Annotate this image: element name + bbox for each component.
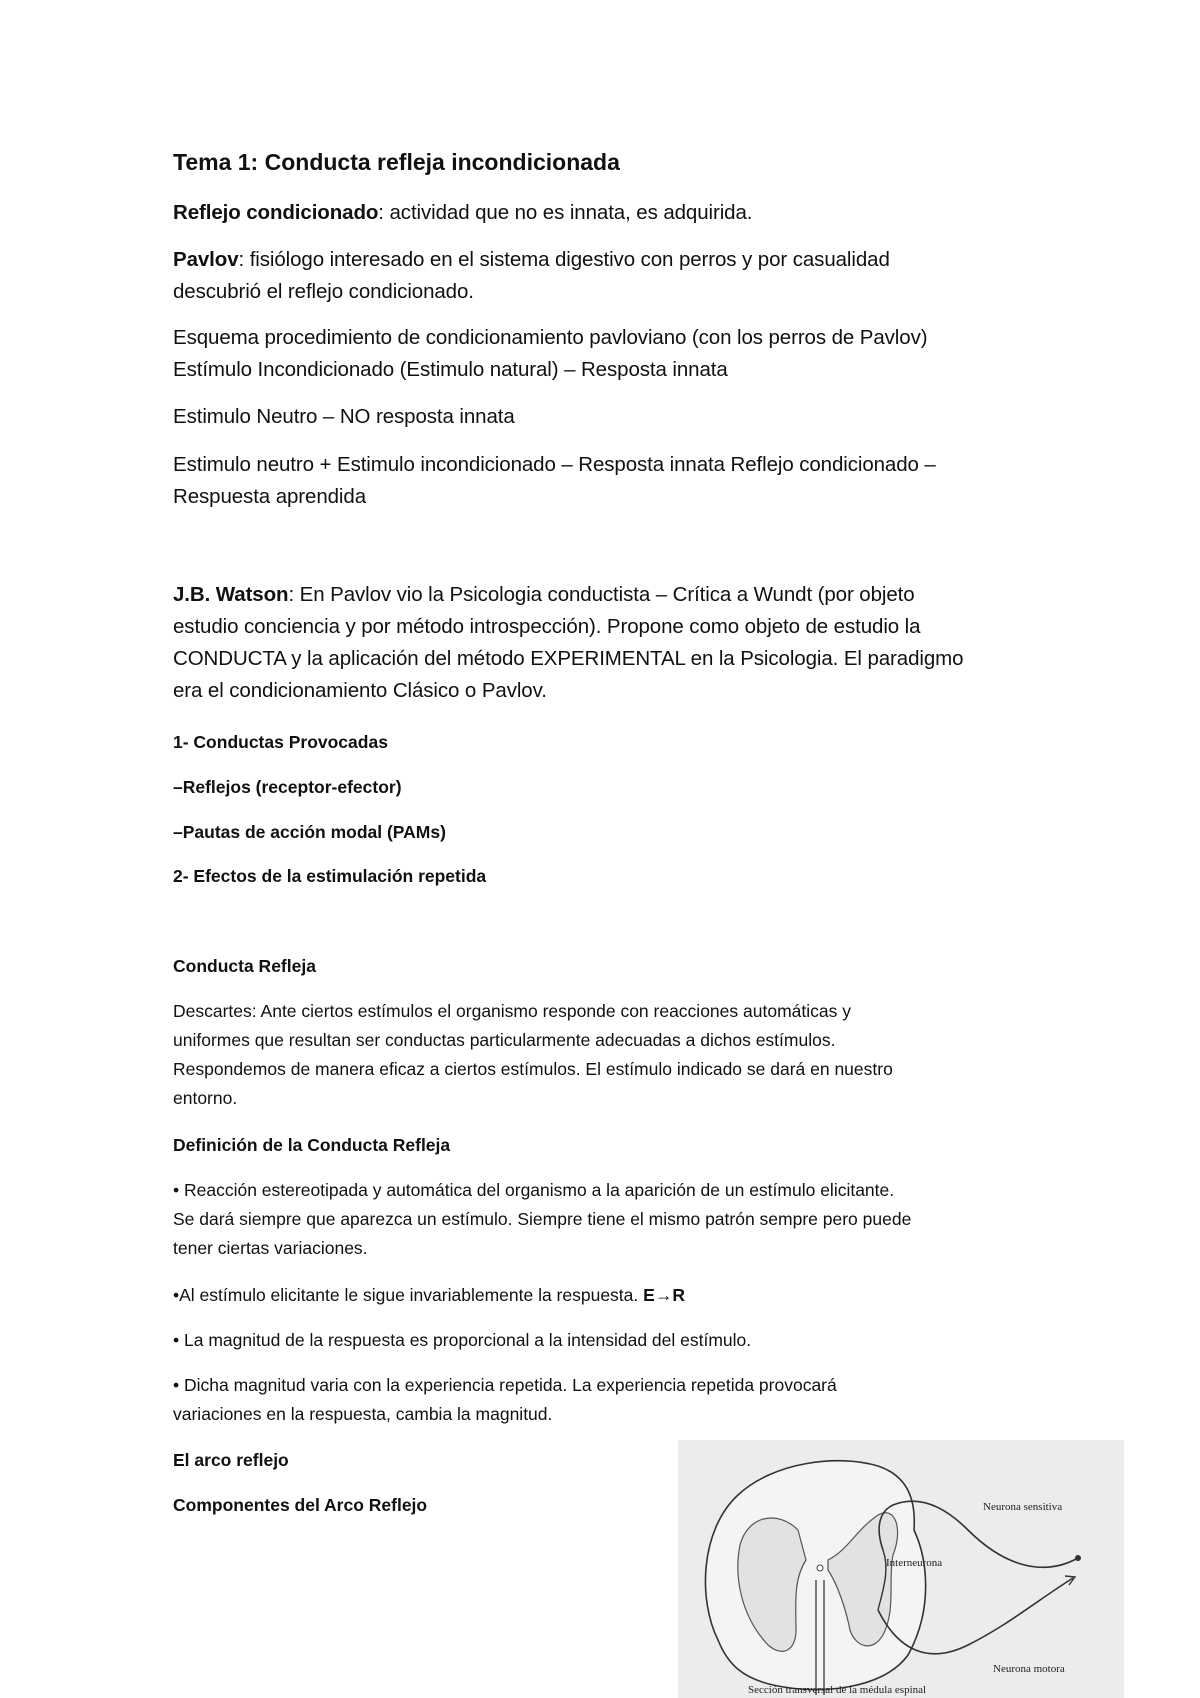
bullet1-line3: tener ciertas variaciones. [173, 1238, 368, 1258]
watson-line2: estudio conciencia y por método introspección). Propone como objeto de estudio la [173, 615, 921, 638]
sensory-neuron-end [1075, 1555, 1081, 1561]
central-canal [817, 1565, 823, 1571]
heading-arco-reflejo: El arco reflejo [173, 1450, 289, 1470]
bullet2-text: •Al estímulo elicitante le sigue invariablemente la respuesta. [173, 1285, 644, 1305]
label-motora: Neurona motora [993, 1663, 1065, 1675]
watson-line1: : En Pavlov vio la Psicologia conductista – Crítica a Wundt (por objeto [288, 583, 915, 606]
watson-line4: era el condicionamiento Clásico o Pavlov. [173, 679, 547, 702]
bullet-item [173, 1371, 837, 1429]
heading-componentes: Componentes del Arco Reflejo [173, 1495, 428, 1515]
er-r: R [672, 1285, 685, 1305]
combo-line2: Respuesta aprendida [173, 485, 366, 508]
paragraph-estimulo-combo [173, 449, 936, 513]
bullet-item [173, 1281, 685, 1310]
term-pavlov: Pavlov [173, 248, 239, 271]
er-e: E [643, 1285, 655, 1305]
pavlov-text-line1: : fisiólogo interesado en el sistema digestivo con perros y por casualidad [238, 248, 890, 271]
descartes-line1: Descartes: Ante ciertos estímulos el organismo responde con reacciones automáticas y [173, 1001, 851, 1021]
bullet1-line2: Se dará siempre que aparezca un estímulo. Siempre tiene el mismo patrón sempre pero puede [173, 1209, 912, 1229]
list-item: 2- Efectos de la estimulación repetida [173, 866, 487, 886]
bullet-item: • La magnitud de la respuesta es proporcional a la intensidad del estímulo. [173, 1330, 752, 1350]
arrow-right-icon: → [654, 1285, 673, 1305]
bullet4-line1: • Dicha magnitud varia con la experiencia repetida. La experiencia repetida provocará [173, 1375, 837, 1395]
paragraph-watson [173, 579, 963, 707]
page-title: Tema 1: Conducta refleja incondicionada [173, 149, 620, 175]
paragraph-reflejo [173, 197, 752, 229]
descartes-line3: Respondemos de manera eficaz a ciertos estímulos. El estímulo indicado se dará en nuestro [173, 1059, 893, 1079]
paragraph-descartes [173, 997, 893, 1113]
heading-conducta-refleja: Conducta Refleja [173, 956, 316, 976]
list-item: –Reflejos (receptor-efector) [173, 777, 402, 797]
combo-line1: Estimulo neutro + Estimulo incondicionado – Resposta innata Reflejo condicionado – [173, 453, 936, 476]
pavlov-text-line2: descubrió el reflejo condicionado. [173, 280, 474, 303]
figure-caption: Sección transversal de la médula espinal [748, 1684, 927, 1696]
esquema-line1: Esquema procedimiento de condicionamiento pavloviano (con los perros de Pavlov) [173, 326, 928, 349]
label-sensitiva: Neurona sensitiva [983, 1501, 1063, 1513]
list-item: 1- Conductas Provocadas [173, 732, 388, 752]
paragraph-estimulo-neutro: Estimulo Neutro – NO resposta innata [173, 405, 515, 428]
heading-definicion: Definición de la Conducta Refleja [173, 1135, 451, 1155]
term-watson: J.B. Watson [173, 583, 289, 606]
bullet-item [173, 1176, 911, 1263]
list-item: –Pautas de acción modal (PAMs) [173, 822, 446, 842]
descartes-line2: uniformes que resultan ser conductas particularmente adecuadas a dichos estímulos. [173, 1030, 836, 1050]
watson-line3: CONDUCTA y la aplicación del método EXPERIMENTAL en la Psicologia. El paradigmo [173, 647, 964, 670]
spinal-cord-figure [678, 1440, 1124, 1698]
bullet1-line1: • Reacción estereotipada y automática del organismo a la aparición de un estímulo elicitante. [173, 1180, 895, 1200]
term-reflejo-condicionado: Reflejo condicionado [173, 201, 379, 224]
label-interneurona: Interneurona [886, 1557, 943, 1569]
spinal-cord-illustration [678, 1440, 1124, 1698]
paragraph-esquema [173, 322, 927, 386]
descartes-line4: entorno. [173, 1088, 238, 1108]
esquema-line2: Estímulo Incondicionado (Estimulo natural) – Resposta innata [173, 358, 728, 381]
paragraph-pavlov [173, 244, 890, 308]
reflejo-definition: : actividad que no es innata, es adquirida. [378, 201, 753, 224]
bullet4-line2: variaciones en la respuesta, cambia la magnitud. [173, 1404, 553, 1424]
